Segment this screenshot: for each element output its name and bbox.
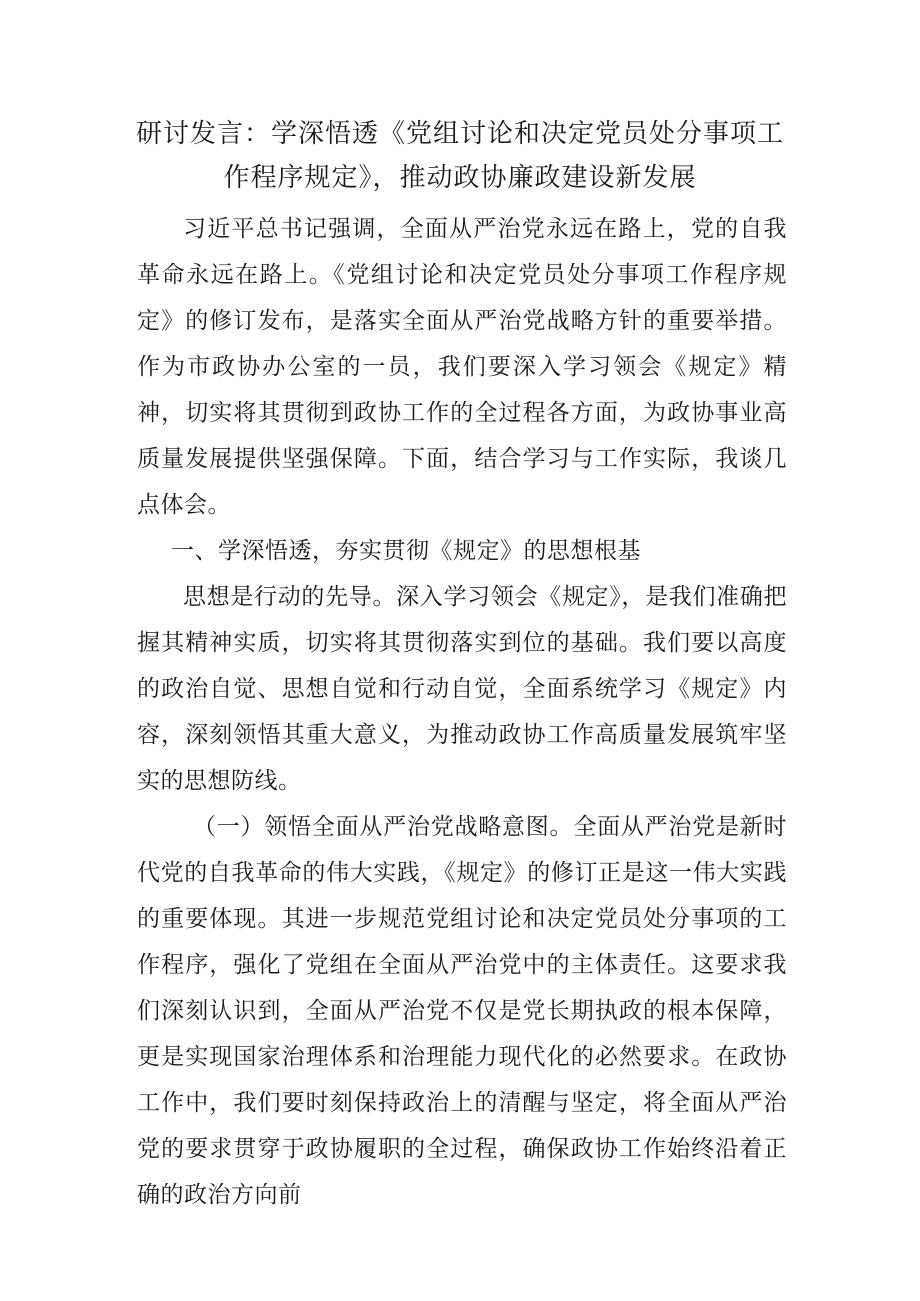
document-title: 研讨发言：学深悟透《党组讨论和决定党员处分事项工作程序规定》，推动政协廉政建设新发展 — [135, 119, 784, 193]
section-1-heading: 一、学深悟透，夯实贯彻《规定》的思想根基 — [171, 538, 641, 564]
intro-paragraph: 习近平总书记强调，全面从严治党永远在路上，党的自我革命永远在路上。《党组讨论和决定党员处分事项工作程序规定》的修订发布，是落实全面从严治党战略方针的重要举措。作为市政协办公室的一员，我们要深入学习领会《规定》精神，切实将其贯彻到政协工作的全过程各方面，为政协事业高质量发展提供坚强保障。下面，结合学习与工作实际，我谈几点体会。 — [137, 216, 787, 518]
document-body — [137, 206, 787, 1218]
section-1-paragraph: 思想是行动的先导。深入学习领会《规定》，是我们准确把握其精神实质，切实将其贯彻落实到位的基础。我们要以高度的政治自觉、思想自觉和行动自觉，全面系统学习《规定》内容，深刻领悟其重大意义，为推动政协工作高质量发展筑牢坚实的思想防线。 — [137, 584, 787, 794]
subsection-1-paragraph: （一）领悟全面从严治党战略意图。全面从严治党是新时代党的自我革命的伟大实践，《规定》的修订正是这一伟大实践的重要体现。其进一步规范党组讨论和决定党员处分事项的工作程序，强化了党组在全面从严治党中的主体责任。这要求我们深刻认识到，全面从严治党不仅是党长期执政的根本保障，更是实现国家治理体系和治理能力现代化的必然要求。在政协工作中，我们要时刻保持政治上的清醒与坚定，将全面从严治党的要求贯穿于政协履职的全过程，确保政协工作始终沿着正确的政治方向前 — [137, 814, 787, 1208]
